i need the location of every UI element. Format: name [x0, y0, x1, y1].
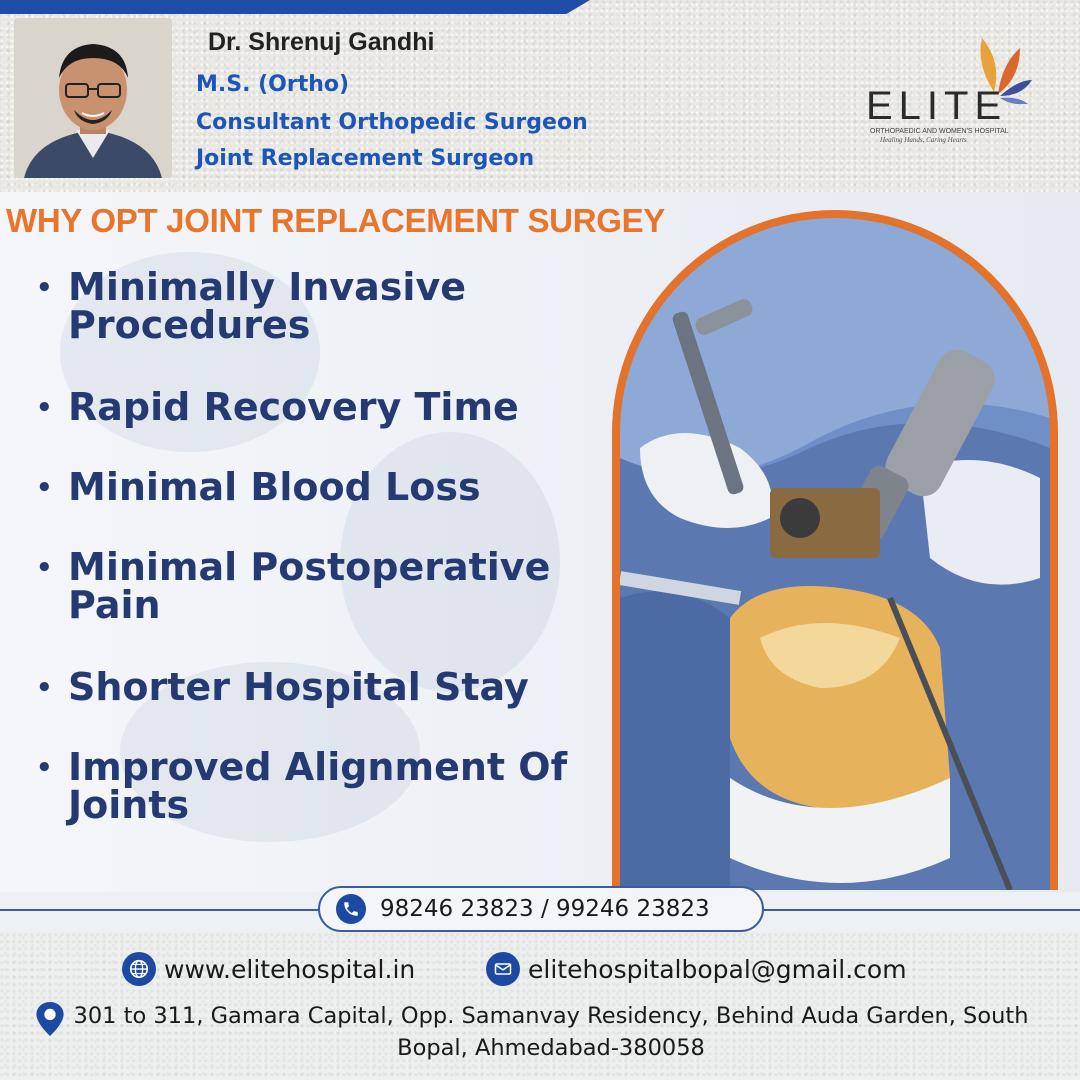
- bullet-dot-icon: •: [36, 553, 53, 583]
- email-link[interactable]: elitehospitalbopal@gmail.com: [528, 954, 907, 984]
- doctor-role-joint: Joint Replacement Surgeon: [196, 146, 535, 171]
- bullet-dot-icon: •: [36, 473, 53, 503]
- elite-logo: [860, 32, 1060, 152]
- logo-subtitle: ORTHOPAEDIC AND WOMEN'S HOSPITAL: [870, 128, 1009, 135]
- phone-numbers[interactable]: 98246 23823 / 99246 23823: [380, 896, 710, 922]
- surgery-image: [620, 218, 1050, 890]
- benefit-label: Minimally Invasive Procedures: [68, 265, 466, 347]
- website-contact[interactable]: [122, 952, 415, 986]
- benefit-label: Minimal Blood Loss: [68, 465, 481, 509]
- website-link[interactable]: www.elitehospital.in: [164, 954, 416, 984]
- list-item: [36, 665, 606, 709]
- doctor-name: Dr. Shrenuj Gandhi: [208, 28, 435, 56]
- email-contact[interactable]: [486, 952, 907, 986]
- mail-icon: [486, 952, 520, 986]
- benefit-label: Improved Alignment Of Joints: [68, 745, 568, 827]
- doctor-degree: M.S. (Ortho): [196, 72, 350, 97]
- logo-tagline: Healing Hands, Caring Hearts: [880, 136, 967, 144]
- bullet-dot-icon: •: [36, 673, 53, 703]
- phone-pill[interactable]: [318, 886, 764, 932]
- phone-icon: [336, 894, 366, 924]
- doctor-photo: [14, 18, 172, 178]
- benefit-label: Shorter Hospital Stay: [68, 665, 529, 709]
- list-item: [36, 465, 606, 509]
- bullet-dot-icon: •: [36, 393, 53, 423]
- list-item: [36, 265, 606, 347]
- list-item: [36, 385, 606, 429]
- surgery-image-frame: [612, 210, 1058, 890]
- globe-icon: [122, 952, 156, 986]
- benefit-label: Rapid Recovery Time: [68, 385, 519, 429]
- section-heading: WHY OPT JOINT REPLACEMENT SURGEY: [6, 202, 666, 239]
- top-accent-bar: [0, 0, 590, 14]
- list-item: [36, 545, 606, 627]
- benefit-label: Minimal Postoperative Pain: [68, 545, 551, 627]
- bullet-dot-icon: •: [36, 273, 53, 303]
- address-text: 301 to 311, Gamara Capital, Opp. Samanvay Residency, Behind Auda Garden, South Bopal, Ahmedabad-380058: [73, 1003, 1029, 1061]
- doctor-role-consultant: Consultant Orthopedic Surgeon: [196, 110, 588, 135]
- list-item: [36, 745, 606, 827]
- logo-wordmark: ELITE: [866, 84, 1008, 128]
- bullet-dot-icon: •: [36, 753, 53, 783]
